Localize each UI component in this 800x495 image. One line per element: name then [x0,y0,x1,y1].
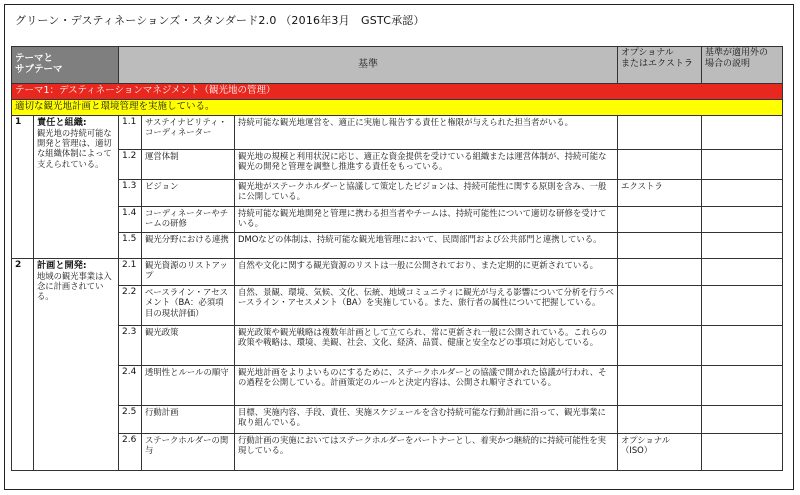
criterion-id: 2.2 [119,286,142,326]
optional-cell [618,259,702,286]
criteria-header: 基準 [119,47,618,84]
section-description: 地域の観光事業は入念に計画されている。 [37,271,112,302]
table-row [12,150,783,180]
criterion-name: 観光政策 [142,326,235,366]
criterion-id: 1.5 [119,233,142,259]
explanation-cell [702,116,783,150]
table-row [12,233,783,259]
table-row [12,116,783,150]
criterion-text: DMOなどの体制は、持続可能な観光地管理において、民間部門および公共部門と連携している。 [235,233,618,259]
criterion-text: 自然や文化に関する観光資源のリストは一般に公開されており、また定期的に更新されている。 [235,259,618,286]
criterion-id: 2.1 [119,259,142,286]
document-title: グリーン・デスティネーションズ・スタンダード2.0 （2016年3月 GSTC承認） [15,14,425,27]
criterion-name: 行動計画 [142,406,235,434]
section-title: 計画と開発: [37,260,87,271]
criterion-name: コーディネーターやチームの研修 [142,207,235,233]
optional-cell [618,116,702,150]
criterion-id: 2.4 [119,366,142,406]
optional-value: オプショナル （ISO） [621,435,671,456]
criterion-name: 観光資源のリストアップ [142,259,235,286]
criterion-text: 観光政策や観光戦略は複数年計画として立てられ、常に更新され一般に公開されている。これらの政策や戦略は、環境、美観、社会、文化、経済、品質、健康と安全などの事項に対応している。 [235,326,618,366]
table-row [12,326,783,366]
criterion-name: 運営体制 [142,150,235,180]
criterion-text: 行動計画の実施においてはステークホルダーをパートナーとし、着実かつ継続的に持続可能性を実現している。 [235,434,618,471]
criterion-id: 1.4 [119,207,142,233]
optional-cell [618,207,702,233]
table-row [12,406,783,434]
criterion-id: 1.3 [119,180,142,207]
criterion-text: 持続可能な観光地運営を、適正に実施し報告する責任と権限が与えられた担当者がいる。 [235,116,618,150]
explanation-cell [702,233,783,259]
optional-cell [618,326,702,366]
criterion-name: ベースライン・アセスメント（BA：必須項目の現状評価） [142,286,235,326]
table-row [12,366,783,406]
criterion-text: 観光地計画をよりよいものにするために、ステークホルダーとの協議で開かれた協議が行われ、その過程を公開している。計画策定のルールと決定内容は、公開され順守されている。 [235,366,618,406]
optional-cell [618,366,702,406]
optional-cell [618,150,702,180]
explanation-cell [702,326,783,366]
explanation-cell [702,259,783,286]
criterion-text: 観光地がステークホルダーと協議して策定したビジョンは、持続可能性に関する原則を含み、一般に公開している。 [235,180,618,207]
criterion-name: ビジョン [142,180,235,207]
criterion-name: サステイナビリティ・コーディネーター [142,116,235,150]
section-number: 1 [12,116,34,259]
section-title: 責任と組織: [37,117,87,128]
criterion-name: 観光分野における連携 [142,233,235,259]
table-row [12,434,783,471]
table-row [12,286,783,326]
criterion-id: 1.2 [119,150,142,180]
optional-cell: エクストラ [618,180,702,207]
explanation-cell [702,366,783,406]
section-description: 観光地の持続可能な開発と管理は、適切な組織体制によって支えられている。 [37,128,112,169]
optional-cell [618,286,702,326]
criterion-text: 観光地の規模と利用状況に応じ、適正な資金提供を受けている組織または運営体制が、持続可能な観光の開発と管理を調整し推進する責任をもっている。 [235,150,618,180]
explanation-header: 基準が適用外の 場合の説明 [702,47,783,84]
explanation-cell [702,406,783,434]
standards-table [11,46,783,471]
criterion-id: 1.1 [119,116,142,150]
optional-cell [618,406,702,434]
goal-row [12,100,783,116]
explanation-cell [702,180,783,207]
explanation-cell [702,207,783,233]
section-cell [34,116,119,259]
theme-subtheme-header: テーマと サブテーマ [12,47,119,84]
criterion-text: 目標、実施内容、手段、責任、実施スケジュールを含む持続可能な行動計画に沿って、観光事業に取り組んでいる。 [235,406,618,434]
criterion-id: 2.3 [119,326,142,366]
table-row [12,207,783,233]
theme-row [12,84,783,100]
section-number: 2 [12,259,34,471]
optional-extra-header: オプショナル またはエクストラ [618,47,702,84]
section-cell [34,259,119,471]
table-row [12,259,783,286]
optional-cell [618,434,702,471]
criterion-text: 持続可能な観光地開発と管理に携わる担当者やチームは、持続可能性について適切な研修を受けている。 [235,207,618,233]
optional-cell [618,233,702,259]
criterion-id: 2.5 [119,406,142,434]
explanation-cell [702,150,783,180]
theme-label: テーマ1：デスティネーションマネジメント（観光地の管理） [12,84,783,100]
criterion-id: 2.6 [119,434,142,471]
table-row [12,180,783,207]
explanation-cell [702,434,783,471]
criterion-name: 透明性とルールの順守 [142,366,235,406]
explanation-cell [702,286,783,326]
header-row [12,47,783,84]
goal-label: 適切な観光地計画と環境管理を実施している。 [12,100,783,116]
criterion-name: ステークホルダーの関与 [142,434,235,471]
criterion-text: 自然、景観、環境、気候、文化、伝統、地域コミュニティに観光が与える影響について分析を行うベースライン・アセスメント（BA）を実施している。また、旅行者の属性について把握している。 [235,286,618,326]
